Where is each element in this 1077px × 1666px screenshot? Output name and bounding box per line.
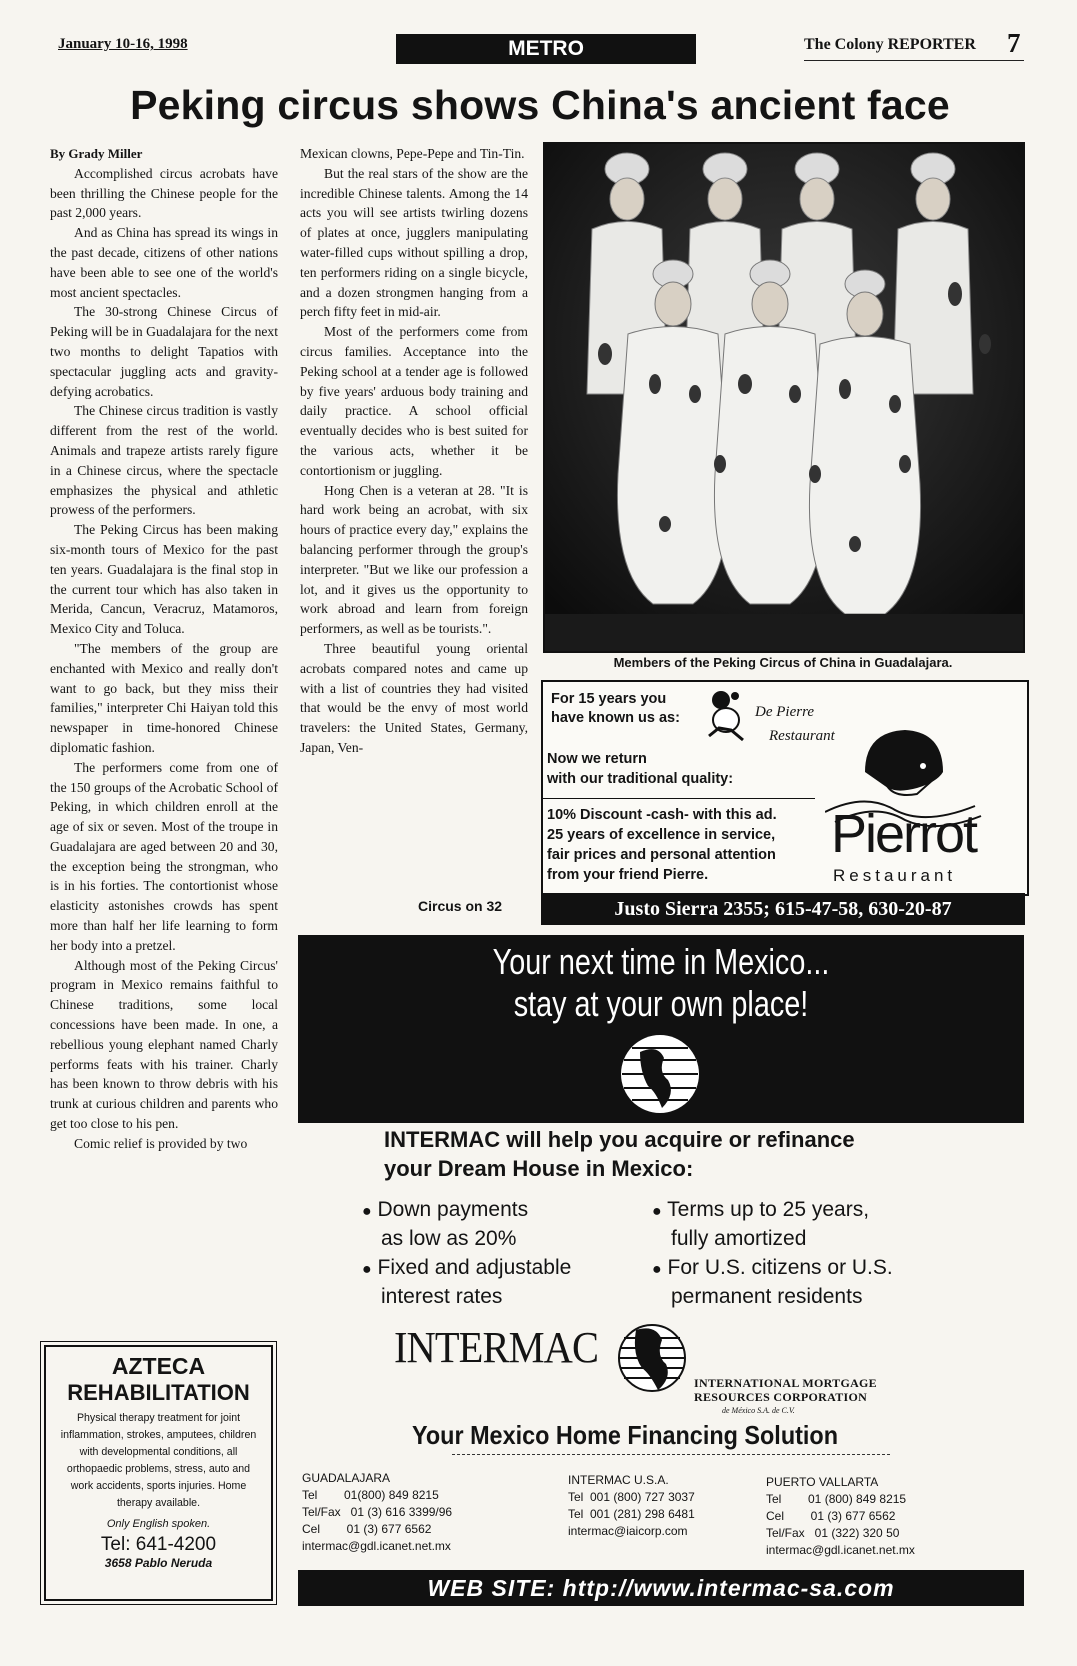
azteca-rehab-ad xyxy=(44,1345,273,1601)
paragraph: The performers come from one of the 150 groups of the Acrobatic School of Peking, in which children enroll at the age of six or seven. Most of the troupe in Guadalajara are aged between 20 and 30, the exception being the strongman, who is in his forties. The contortionist whose elasticity astonishes crowds has spent more than half her life learning to form her body into a pretzel. xyxy=(50,759,278,953)
contact-guadalajara xyxy=(302,1470,452,1555)
bullet-icon: ● xyxy=(652,1203,662,1220)
corp-name: INTERNATIONAL MORTGAGE xyxy=(694,1376,877,1390)
section-label: METRO xyxy=(396,34,696,64)
paragraph: The Peking Circus has been making six-month tours of Mexico for the past ten years. Guadalajara is the final stop in the current tour which has also taken in Merida, Cancun, Veracruz, Matamoros, Mexico City and Toluca. xyxy=(50,522,278,637)
contact-line: Tel/Fax 01 (3) 616 3399/96 xyxy=(302,1505,453,1519)
ad-text-line: For 15 years you xyxy=(551,691,667,707)
ad-title: REHABILITATION xyxy=(67,1380,250,1405)
divider xyxy=(543,798,815,799)
paragraph: The Chinese circus tradition is vastly different from the rest of the world. Animals and trapeze artists rarely figure in a Chinese circus, where the spectacle emphasizes the physical and athletic prowess of the performers. xyxy=(50,403,278,518)
page-number: 7 xyxy=(1007,28,1021,58)
article-column-1 xyxy=(50,144,278,1154)
ad-body: Physical therapy treatment for joint inflammation, strokes, amputees, children with developmental conditions, all orthopaedic problems, stress, auto and work accidents, sports injuries. Home therapy available. xyxy=(60,1412,257,1509)
bullet-icon: ● xyxy=(652,1261,662,1278)
article-column-2 xyxy=(300,144,528,758)
clown-mascot-icon xyxy=(701,686,751,744)
bullet-text: For U.S. citizens or U.S. xyxy=(667,1256,893,1279)
ad-phone[interactable]: Tel: 641-4200 xyxy=(100,1534,217,1555)
globe-icon xyxy=(618,1032,702,1116)
ad-note: Only English spoken. xyxy=(106,1518,211,1530)
contact-line: Cel 01 (3) 677 6562 xyxy=(302,1522,432,1536)
bullet-item xyxy=(652,1253,893,1284)
paragraph: Although most of the Peking Circus' program in Mexico remains faithful to Chinese traditions, some local concessions have been made. In one, a rebellious young elephant named Charly performs feats with his trainer. Charly has been known to throw debris with his trunk at curious children and parents who get too close to his pen. xyxy=(50,957,278,1132)
contact-line: Cel 01 (3) 677 6562 xyxy=(766,1509,896,1523)
ad-title: AZTECA xyxy=(111,1353,206,1379)
pierrot-restaurant-ad xyxy=(541,680,1029,896)
paragraph: Mexican clowns, Pepe-Pepe and Tin-Tin. xyxy=(300,146,525,161)
ad-text-line: from your friend Pierre. xyxy=(547,867,709,883)
paragraph: "The members of the group are enchanted with Mexico and really don't want to go back, but they miss their families," interpreter Chi Haiyan told this newspaper in time-honored Chinese diplomatic fashion. xyxy=(50,640,278,755)
bullet-text: fully amortized xyxy=(671,1227,807,1250)
bullet-text: permanent residents xyxy=(671,1285,863,1308)
contact-line: Tel 01(800) 849 8215 xyxy=(302,1488,439,1502)
intermac-website[interactable]: WEB SITE: http://www.intermac-sa.com xyxy=(298,1570,1024,1606)
acrobats-illustration xyxy=(545,144,1023,651)
intermac-slogan: Your Mexico Home Financing Solution xyxy=(412,1420,838,1450)
ad-text-line: 25 years of excellence in service, xyxy=(547,827,776,843)
bullet-text: Terms up to 25 years, xyxy=(667,1198,870,1221)
continued-link[interactable]: Circus on 32 xyxy=(418,898,503,914)
bullet-item xyxy=(362,1195,528,1226)
ad-text-line: with our traditional quality: xyxy=(547,771,734,787)
contact-line: Tel 001 (800) 727 3037 xyxy=(568,1490,695,1504)
paragraph: Most of the performers come from circus families. Acceptance into the Peking school at a tender age is followed by five years' arduous body training and daily practice. A school official eventually decides who is best suited for the various acts, whether it be contortionism or juggling. xyxy=(300,324,528,478)
banner-line: Your next time in Mexico... xyxy=(492,941,830,982)
ad-address: 3658 Pablo Neruda xyxy=(104,1556,213,1570)
contact-line: GUADALAJARA xyxy=(302,1471,391,1485)
paragraph: And as China has spread its wings in the past decade, citizens of other nations have been able to see one of the world's most ancient spectacles. xyxy=(50,225,278,300)
headline: Peking circus shows China's ancient face xyxy=(130,82,950,128)
pierrot-address: Justo Sierra 2355; 615-47-58, 630-20-87 xyxy=(541,893,1025,925)
newspaper-name: The Colony REPORTER xyxy=(804,36,976,53)
corp-name: RESOURCES CORPORATION xyxy=(694,1390,868,1404)
paragraph: Accomplished circus acrobats have been thrilling the Chinese people for the past 2,000 years. xyxy=(50,165,278,221)
bullet-text: as low as 20% xyxy=(381,1227,517,1250)
divider xyxy=(452,1454,890,1456)
paragraph: But the real stars of the show are the incredible Chinese talents. Among the 14 acts you will see artists twirling dozens of plates at once, jugglers manipulating water-filled cups without spilling a drop, ten performers riding on a single bicycle, and a dozen strongmen hanging from a perch fifty feet in mid-air. xyxy=(300,165,528,320)
bullet-icon: ● xyxy=(362,1203,372,1220)
contact-line: Tel 001 (281) 298 6481 xyxy=(568,1507,695,1521)
contact-line: PUERTO VALLARTA xyxy=(766,1475,879,1489)
photo-caption: Members of the Peking Circus of China in Guadalajara. xyxy=(613,655,953,670)
pierrot-logo-sub: Restaurant xyxy=(833,866,957,885)
byline: By Grady Miller xyxy=(50,146,143,161)
pierrot-logo: Pierrot xyxy=(831,804,977,864)
bullet-text: Fixed and adjustable xyxy=(377,1256,572,1279)
ad-text-line: have known us as: xyxy=(551,710,680,726)
bullet-item xyxy=(362,1253,571,1284)
intermac-globe-icon xyxy=(612,1318,692,1396)
paragraph: Comic relief is provided by two xyxy=(74,1135,248,1151)
bullet-text: Down payments xyxy=(377,1198,529,1221)
paragraph: The 30-strong Chinese Circus of Peking will be in Guadalajara for the next two months to delight Tapatios with spectacular juggling acts and gravity-defying acrobatics. xyxy=(50,304,278,399)
circus-photo xyxy=(543,142,1025,653)
ad-text-line: Now we return xyxy=(547,751,647,767)
contact-line: INTERMAC U.S.A. xyxy=(568,1473,669,1487)
bullet-text: interest rates xyxy=(381,1285,503,1308)
contact-usa xyxy=(568,1472,695,1540)
issue-date: January 10-16, 1998 xyxy=(58,36,188,52)
intermac-logo: INTERMAC xyxy=(394,1323,599,1372)
contact-line: Tel 01 (800) 849 8215 xyxy=(766,1492,907,1506)
ad-text-line: fair prices and personal attention xyxy=(547,847,776,863)
contact-line: Tel/Fax 01 (322) 320 50 xyxy=(766,1526,900,1540)
intermac-banner xyxy=(298,935,1024,1123)
banner-line: stay at your own place! xyxy=(513,983,809,1024)
ad-text-line: 10% Discount -cash- with this ad. xyxy=(547,807,777,823)
bullet-icon: ● xyxy=(362,1261,372,1278)
bullet-item xyxy=(652,1195,869,1226)
intermac-pitch: your Dream House in Mexico: xyxy=(384,1156,694,1181)
contact-email[interactable]: intermac@iaicorp.com xyxy=(568,1524,688,1538)
corp-sub: de México S.A. de C.V. xyxy=(722,1406,795,1415)
contact-puerto-vallarta xyxy=(766,1474,915,1559)
header-rule xyxy=(804,60,1024,61)
contact-email[interactable]: intermac@gdl.icanet.net.mx xyxy=(766,1543,915,1557)
paragraph: Hong Chen is a veteran at 28. "It is hard work being an acrobat, with six hours of practice every day," explains the balancing performer through the group's interpreter. "But we like our profession a lot, and it gives us the opportunity to work abroad and learn from foreign performers, as well as be tourists.". xyxy=(300,482,528,637)
paragraph: Three beautiful young oriental acrobats compared notes and came up with a list of countries they had visited that would be the envy of most world travelers: the United States, Germany, Japan, Ven- xyxy=(300,640,528,755)
de-pierre-logo: De Pierre xyxy=(755,704,815,720)
intermac-pitch: INTERMAC will help you acquire or refinance xyxy=(384,1127,855,1152)
de-pierre-logo-sub: Restaurant xyxy=(769,728,835,744)
contact-email[interactable]: intermac@gdl.icanet.net.mx xyxy=(302,1539,451,1553)
